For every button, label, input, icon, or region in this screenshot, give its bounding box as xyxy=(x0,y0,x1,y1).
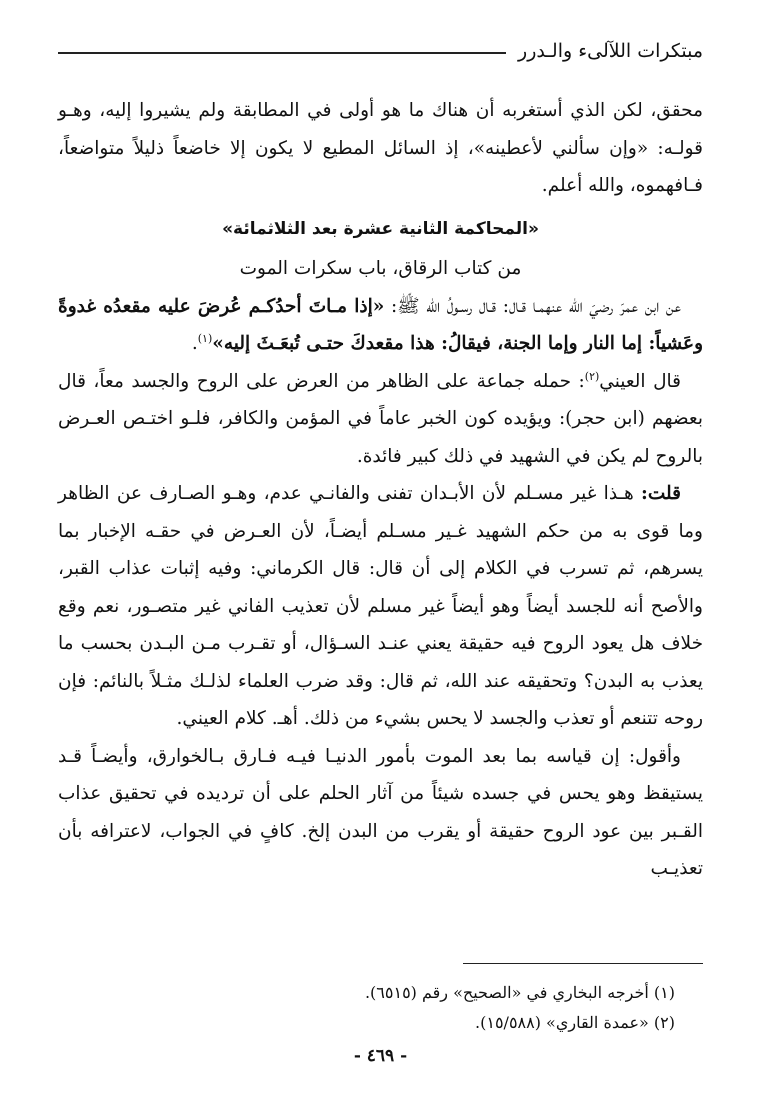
hadith-intro: عن ابن عمرَ رضيَ الله عنهمـا قـال: قـال رسـولُ الله ﷺ: xyxy=(384,295,681,317)
aqulu-paragraph: وأقول: إن قياسه بما بعد الموت بأمور الدنيـا فيـه فـارق بـالخوارق، وأيضـاً قـد يستيقظ وهو يحس في جسده شيئاً من آثار الحلم على أن ترديده في تحقيق عذاب القـبر بين عود الروح حقيقة أو يقرب من البدن إلخ. كافٍ في الجواب، لاعترافه بأن تعذيـب xyxy=(58,745,703,879)
footnote-2: (٢) «عمدة القاري» (١٥/٥٨٨). xyxy=(475,1013,675,1032)
qultu-paragraph xyxy=(58,475,703,738)
footnote-1: (١) أخرجه البخاري في «الصحيح» رقم (٦٥١٥). xyxy=(364,983,675,1002)
ayni-text: : حمله جماعة على الظاهر من العرض على الروح والجسد معاً، قال بعضهم (ابن حجر): ويؤيده كون الخبر عاماً في المؤمن والكافر، فلـو اختـص العـرض بالروح لم يكن في الشهيد في ذلك كبير فائدة. xyxy=(58,370,703,467)
page-number: - ٤٦٩ - xyxy=(353,1046,408,1066)
qultu-label: قلت: xyxy=(641,483,681,504)
footnote-ref-1[interactable]: (١) xyxy=(197,331,213,345)
ayni-paragraph xyxy=(58,363,703,476)
qultu-text: هـذا غير مسـلم لأن الأبـدان تفنى والفانـي عدم، وهـو الصـارف عن الظاهر وما قوى به من حكم الشهيد غـير مسـلم أيضـاً، لأن العـرض في حقـه الإخبار بما يسرهم، ثم تسرب في الكلام إلى أن قال: قال الكرماني: وفيه إثبات عذاب القبر، والأصح أنه للجسد أيضاً وهو أيضاً غير مسلم لأن تعذيب الفاني غير متصـور، نعم وقع خلاف هل يعود الروح فيه حقيقة يعني عنـد السـؤال، أو تقـرب مـن البـدن بحسب ما يعذب به البدن؟ وتحقيقه عند الله، ثم قال: وقد ضرب العلماء لذلـك مثـلاً بالنائم: فإن روحه تتنعم أو تعذب والجسد لا يحس بشيء من ذلك. أهـ. كلام العيني. xyxy=(58,483,703,729)
header-rule xyxy=(58,52,506,54)
header-title: مبتكرات اللآلىء والـدرر xyxy=(518,40,703,62)
paragraph-continuation: محقق، لكن الذي أستغربه أن هناك ما هو أولى في المطابقة ولم يشيروا إليه، وهـو قولـه: «وإن سألني لأعطينه»، إذ السائل المطيع لا يكون إلا خاضعاً ذليلاً متواضعاً، فـافهموه، والله أعلم. xyxy=(58,100,703,196)
main-text xyxy=(58,92,703,888)
hadith-text: «إذا مـاتَ أحدُكـم عُرضَ عليه مقعدُه غدوةً وعَشياً: إما النار وإما الجنة، فيقالُ: هذا مقعدكَ حتـى تُبعَـثَ إليه» xyxy=(58,295,703,354)
section-subheading: من كتاب الرقاق، باب سكرات الموت xyxy=(239,258,522,279)
section-heading: «المحاكمة الثانية عشرة بعد الثلاثمائة» xyxy=(222,218,539,239)
hadith-paragraph: عن ابن عمرَ رضيَ الله عنهمـا قـال: قـال رسـولُ الله ﷺ: «إذا مـاتَ أحدُكـم عُرضَ عليه مقعدُه غدوةً وعَشياً: إما النار وإما الجنة، فيقالُ: هذا مقعدكَ حتـى تُبعَـثَ إليه»$^{(١)}$. xyxy=(58,295,703,354)
footnote-ref-2[interactable]: (٢) xyxy=(584,369,600,383)
ayni-intro: قال العيني xyxy=(599,370,681,392)
footnote-separator xyxy=(463,963,703,964)
running-header xyxy=(58,36,703,66)
footnotes xyxy=(100,978,675,1038)
